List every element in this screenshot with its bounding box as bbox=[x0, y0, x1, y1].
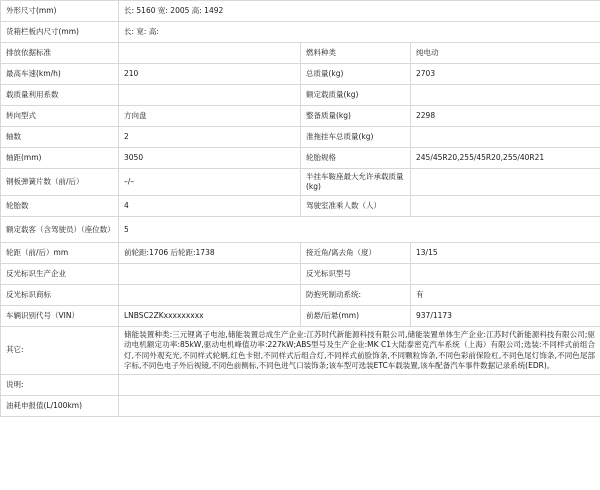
row-value: LNBSC2ZKxxxxxxxxx bbox=[119, 306, 301, 327]
row-value bbox=[119, 43, 301, 64]
table-row bbox=[1, 43, 600, 64]
fuel-consumption-text bbox=[119, 395, 600, 416]
row-label: 反光标识商标 bbox=[1, 285, 119, 306]
row-label: 钢板弹簧片数（前/后） bbox=[1, 169, 119, 196]
row-value bbox=[119, 285, 301, 306]
notes-text: 储能装置种类:三元锂离子电池,储能装置总成生产企业:江苏时代新能源科技有限公司,储能装置单体生产企业:江苏时代新能源科技有限公司;驱动电机额定功率:85kW,驱动电机峰值功率:227kW;ABS型号及生产企业:MK C1大陆泰密克汽车系统（上海）有限公司;选装:不同样式前组合灯,不同外观充光,不同样式轮辋,红色卡钳,不同样式后组合灯,不同样式前脸饰条,不同颗粒饰条,不同色彩前保险杠,不同色尾灯饰条,不同色尾部字标,不同色电子外后视镜,不同色前侧标,不同色进气口装饰条;该车型可选装ETC车载装置,该车配备汽车事件数据记录系统(EDR)。 bbox=[119, 327, 600, 375]
row-value: 方向盘 bbox=[119, 106, 301, 127]
row-value: 2298 bbox=[411, 106, 600, 127]
spec-table-body bbox=[1, 1, 600, 417]
table-row bbox=[1, 127, 600, 148]
row-value bbox=[411, 196, 600, 217]
fuel-consumption-row bbox=[1, 395, 600, 416]
row-label: 外形尺寸(mm) bbox=[1, 1, 119, 22]
row-value bbox=[411, 169, 600, 196]
row-value: 长: 宽: 高: bbox=[119, 22, 600, 43]
table-row bbox=[1, 264, 600, 285]
row-label: 接近角/离去角（度） bbox=[301, 243, 411, 264]
row-label: 驾驶室准乘人数（人） bbox=[301, 196, 411, 217]
row-label: 防抱死制动系统: bbox=[301, 285, 411, 306]
table-row bbox=[1, 169, 600, 196]
table-row bbox=[1, 243, 600, 264]
row-value: 13/15 bbox=[411, 243, 600, 264]
row-label: 轴距(mm) bbox=[1, 148, 119, 169]
row-value: 5 bbox=[119, 217, 600, 243]
row-label: 轮距（前/后）mm bbox=[1, 243, 119, 264]
table-row bbox=[1, 85, 600, 106]
row-value: –/– bbox=[119, 169, 301, 196]
row-label: 货箱栏板内尺寸(mm) bbox=[1, 22, 119, 43]
row-label: 燃料种类 bbox=[301, 43, 411, 64]
table-row bbox=[1, 306, 600, 327]
row-label: 准拖挂车总质量(kg) bbox=[301, 127, 411, 148]
table-row bbox=[1, 64, 600, 85]
table-row bbox=[1, 217, 600, 243]
row-label: 轴数 bbox=[1, 127, 119, 148]
row-value: 纯电动 bbox=[411, 43, 600, 64]
row-value bbox=[119, 264, 301, 285]
row-value: 937/1173 bbox=[411, 306, 600, 327]
row-label: 整备质量(kg) bbox=[301, 106, 411, 127]
fuel-consumption-label: 油耗申报值(L/100km) bbox=[1, 395, 119, 416]
row-value: 210 bbox=[119, 64, 301, 85]
notes-label: 其它: bbox=[1, 327, 119, 375]
explanation-text bbox=[119, 374, 600, 395]
row-value: 2 bbox=[119, 127, 301, 148]
row-value bbox=[411, 127, 600, 148]
row-label: 转向型式 bbox=[1, 106, 119, 127]
row-value: 前轮距:1706 后轮距:1738 bbox=[119, 243, 301, 264]
table-row bbox=[1, 106, 600, 127]
table-row bbox=[1, 196, 600, 217]
row-value: 3050 bbox=[119, 148, 301, 169]
row-value bbox=[119, 85, 301, 106]
row-value: 长: 5160 宽: 2005 高: 1492 bbox=[119, 1, 600, 22]
row-value: 4 bbox=[119, 196, 301, 217]
notes-row bbox=[1, 327, 600, 375]
row-label: 总质量(kg) bbox=[301, 64, 411, 85]
row-label: 反光标识型号 bbox=[301, 264, 411, 285]
row-label: 载质量利用系数 bbox=[1, 85, 119, 106]
row-value bbox=[411, 264, 600, 285]
row-value: 245/45R20,255/45R20,255/40R21 bbox=[411, 148, 600, 169]
row-label: 反光标识生产企业 bbox=[1, 264, 119, 285]
row-label: 最高车速(km/h) bbox=[1, 64, 119, 85]
row-value: 有 bbox=[411, 285, 600, 306]
table-row bbox=[1, 148, 600, 169]
row-label: 轮胎规格 bbox=[301, 148, 411, 169]
row-label: 排放依据标准 bbox=[1, 43, 119, 64]
table-row bbox=[1, 285, 600, 306]
row-label: 半挂车鞍座最大允许承载质量(kg) bbox=[301, 169, 411, 196]
table-row bbox=[1, 22, 600, 43]
row-label: 额定载客（含驾驶员）（座位数） bbox=[1, 217, 119, 243]
explanation-row bbox=[1, 374, 600, 395]
table-row bbox=[1, 1, 600, 22]
row-label: 轮胎数 bbox=[1, 196, 119, 217]
row-label: 前悬/后悬(mm) bbox=[301, 306, 411, 327]
row-label: 额定载质量(kg) bbox=[301, 85, 411, 106]
row-label: 车辆识别代号（VIN） bbox=[1, 306, 119, 327]
row-value: 2703 bbox=[411, 64, 600, 85]
explanation-label: 说明: bbox=[1, 374, 119, 395]
row-value bbox=[411, 85, 600, 106]
